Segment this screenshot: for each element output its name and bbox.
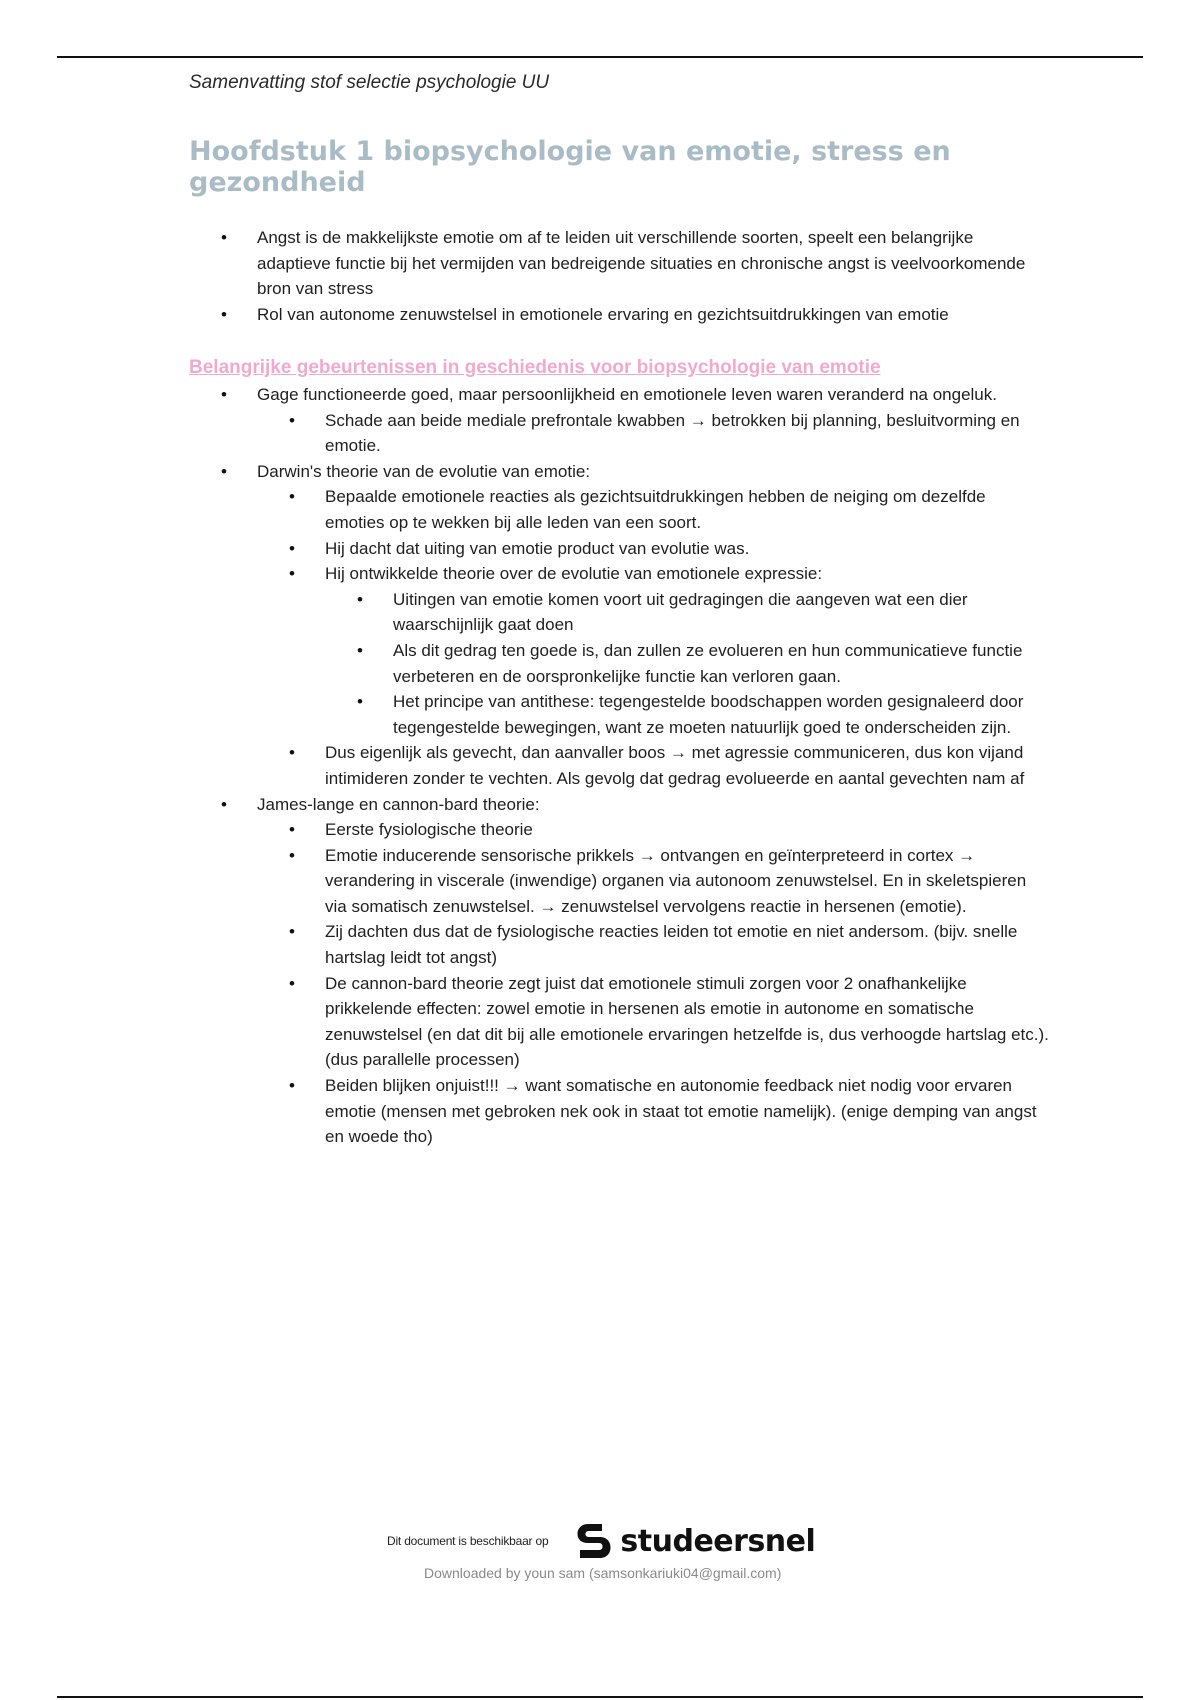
footer-branding (387, 1519, 815, 1563)
list-item: • Eerste fysiologische theorie (189, 817, 1049, 843)
list-item: • Als dit gedrag ten goede is, dan zullen ze evolueren en hun communicatieve functie verbeteren en de oorspronkelijke functie kan verloren gaan. (189, 638, 1049, 689)
list-item: • Bepaalde emotionele reacties als gezichtsuitdrukkingen hebben de neiging om dezelfde emoties op te wekken bij alle leden van een soort. (189, 484, 1049, 535)
list-item: • De cannon-bard theorie zegt juist dat emotionele stimuli zorgen voor 2 onafhankelijke prikkelende effecten: zowel emotie in hersenen als emotie in autonome en somatische zenuwstelsel (en dat dit bij alle emotionele ervaringen hetzelfde is, dus verhoogde hartslag etc.). (dus parallelle processen) (189, 971, 1049, 1073)
studeersnel-logo-text: studeersnel (620, 1523, 816, 1559)
studeersnel-logo[interactable] (572, 1519, 815, 1563)
list-item: • Emotie inducerende sensorische prikkels → ontvangen en geïnterpreteerd in cortex → verandering in viscerale (inwendige) organen via autonoom zenuwstelsel. En in skeletspieren via somatisch zenuwstelsel. → zenuwstelsel vervolgens reactie in hersenen (emotie). (189, 843, 1049, 920)
top-rule (57, 56, 1143, 58)
list-item: • Hij dacht dat uiting van emotie product van evolutie was. (189, 536, 1049, 562)
chapter-title: Hoofdstuk 1 biopsychologie van emotie, stress en gezondheid (189, 136, 951, 198)
list-item: • Schade aan beide mediale prefrontale kwabben → betrokken bij planning, besluitvorming en emotie. (189, 408, 1049, 459)
intro-bullet-list (189, 225, 1049, 327)
downloaded-by-text: Downloaded by youn sam (samsonkariuki04@gmail.com) (424, 1565, 782, 1581)
available-on-text: Dit document is beschikbaar op (387, 1534, 549, 1548)
list-item: • Gage functioneerde goed, maar persoonlijkheid en emotionele leven waren veranderd na ongeluk. (189, 382, 1049, 408)
list-item: • Beiden blijken onjuist!!! → want somatische en autonomie feedback niet nodig voor ervaren emotie (mensen met gebroken nek ook in staat tot emotie namelijk). (enige demping van angst en woede tho) (189, 1073, 1049, 1150)
section-bullet-list (189, 382, 1049, 1150)
list-item: • Rol van autonome zenuwstelsel in emotionele ervaring en gezichtsuitdrukkingen van emotie (189, 302, 1049, 328)
section-heading: Belangrijke gebeurtenissen in geschiedenis voor biopsychologie van emotie (189, 357, 881, 378)
list-item: • Het principe van antithese: tegengestelde boodschappen worden gesignaleerd door tegengestelde bewegingen, want ze moeten natuurlijk goed te onderscheiden zijn. (189, 689, 1049, 740)
list-item: • Dus eigenlijk als gevecht, dan aanvaller boos → met agressie communiceren, dus kon vijand intimideren zonder te vechten. Als gevolg dat gedrag evolueerde en aantal gevechten nam af (189, 740, 1049, 791)
list-item: • Darwin's theorie van de evolutie van emotie: (189, 459, 1049, 485)
bottom-rule (57, 1696, 1143, 1698)
document-header: Samenvatting stof selectie psychologie UU (189, 72, 550, 93)
list-item: • Hij ontwikkelde theorie over de evolutie van emotionele expressie: (189, 561, 1049, 587)
list-item: • Uitingen van emotie komen voort uit gedragingen die aangeven wat een dier waarschijnlijk gaat doen (189, 587, 1049, 638)
list-item: • James-lange en cannon-bard theorie: (189, 792, 1049, 818)
list-item: • Zij dachten dus dat de fysiologische reacties leiden tot emotie en niet andersom. (bijv. snelle hartslag leidt tot angst) (189, 919, 1049, 970)
studeersnel-logo-icon (572, 1519, 616, 1563)
list-item: • Angst is de makkelijkste emotie om af te leiden uit verschillende soorten, speelt een belangrijke adaptieve functie bij het vermijden van bedreigende situaties en chronische angst is veelvoorkomende bron van stress (189, 225, 1049, 302)
